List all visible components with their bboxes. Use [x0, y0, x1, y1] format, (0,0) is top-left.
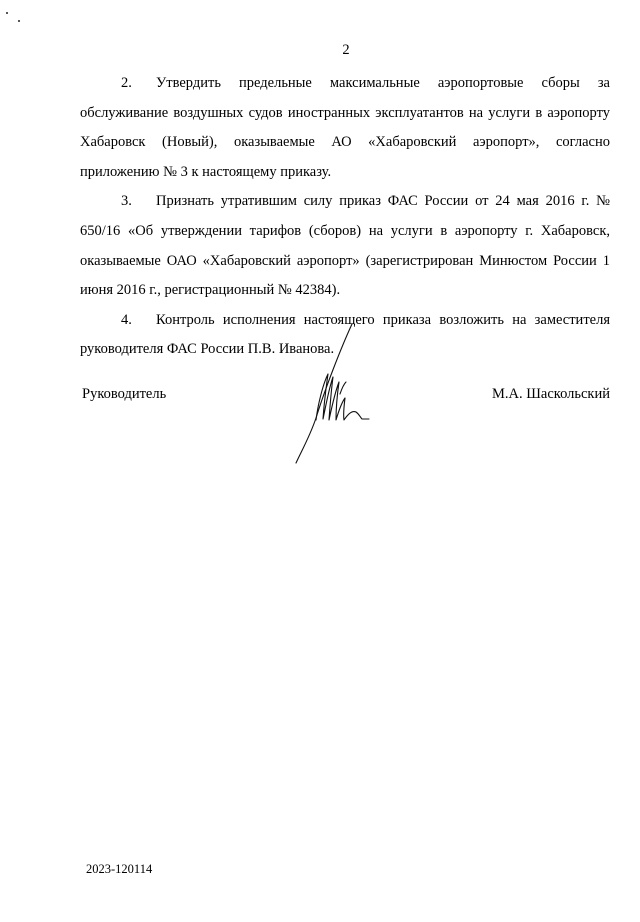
document-body: [80, 69, 610, 365]
handwritten-signature: [288, 322, 372, 466]
paragraph-text: Признать утратившим силу приказ ФАС России от 24 мая 2016 г. № 650/16 «Об утверждении тарифов (сборов) на услуги в аэропорту г. Хабаровск, оказываемые ОАО «Хабаровский аэропорт» (зарегистрирован Минюстом России 1 июня 2016 г., регистрационный № 42384).: [80, 193, 610, 299]
paragraph-2: [80, 69, 610, 187]
signer-name: М.А. Шаскольский: [492, 386, 610, 402]
position-title: Руководитель: [82, 386, 167, 402]
paragraph-number: 3.: [121, 193, 132, 210]
page-number: 2: [342, 42, 350, 58]
scan-speck: [18, 20, 20, 22]
paragraph-number: 4.: [121, 311, 132, 328]
document-id: 2023-120114: [86, 862, 153, 876]
paragraph-text: Контроль исполнения настоящего приказа возложить на заместителя руководителя ФАС России П.В. Иванова.: [80, 311, 610, 358]
paragraph-3: [80, 187, 610, 305]
scan-speck: [6, 12, 8, 14]
paragraph-text: Утвердить предельные максимальные аэропортовые сборы за обслуживание воздушных судов иностранных эксплуатантов на услуги в аэропорту Хабаровск (Новый), оказываемые АО «Хабаровский аэропорт», согласно приложению № 3 к настоящему приказу.: [80, 75, 610, 180]
paragraph-number: 2.: [121, 75, 132, 91]
